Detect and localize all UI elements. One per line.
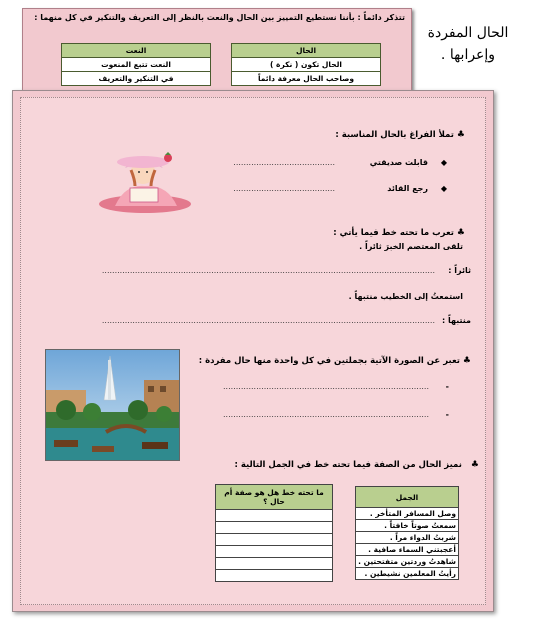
q2-answer-2[interactable]: ...................................................................................................................................	[101, 316, 435, 325]
hal-line-2: وصاحب الحال معرفة دائماً	[232, 72, 381, 86]
answer-cell[interactable]	[216, 522, 333, 534]
hal-table	[231, 43, 381, 86]
q3-answer-2[interactable]: .................................................................................	[223, 410, 429, 419]
answers-table	[215, 484, 333, 582]
q1-answer-2[interactable]: ........................................	[233, 184, 335, 193]
q3-dash-2: -	[445, 410, 449, 419]
worksheet-inner	[20, 97, 486, 605]
q2-sentence-2: استمعتُ إلى الخطيب منتبهاً .	[348, 292, 463, 301]
answer-cell[interactable]	[216, 546, 333, 558]
answer-cell[interactable]	[216, 510, 333, 522]
answer-cell[interactable]	[216, 558, 333, 570]
q2-prompt: ♣ تعرب ما تحته خط فيما يأتي :	[333, 228, 465, 238]
page-title	[418, 22, 518, 66]
answers-header: ما تحته خط هل هو صفة أم حال ؟	[216, 485, 333, 510]
hal-line-1: الحال تكون ( نكرة )	[232, 58, 381, 72]
naat-header: النعت	[62, 44, 211, 58]
answer-cell[interactable]	[216, 534, 333, 546]
naat-line-2: في التنكير والتعريف	[62, 72, 211, 86]
q3-answer-1[interactable]: .................................................................................	[223, 382, 429, 391]
worksheet	[12, 90, 494, 612]
reminder-box	[22, 8, 412, 98]
burj-al-arab-photo	[45, 349, 180, 461]
sentence-row: رأيتُ المعلمين نشيطين .	[356, 568, 459, 580]
club-icon: ♣	[456, 228, 465, 238]
title-line-1: الحال المفردة	[427, 25, 509, 41]
sentence-row: أعجبتني السماء صافية .	[356, 544, 459, 556]
reminder-text: تتذكر دائماً : بأننا نستطيع التمييز بين الحال والنعت بالنظر إلى التعريف والتنكير في كل منهما :	[34, 13, 405, 22]
club-icon: ♣	[456, 130, 465, 140]
q1-item-1: ◆ قابلت صديقتي	[369, 158, 447, 167]
sentence-row: وصل المسافر المتأخر .	[356, 508, 459, 520]
q4-prompt: ♣ نميز الحال من الصفة فيما تحته خط في الجمل التالية :	[234, 460, 479, 470]
club-icon: ♣	[470, 460, 479, 470]
q3-dash-1: -	[445, 382, 449, 391]
sentence-row: سمعتُ صوتاً خافتاً .	[356, 520, 459, 532]
diamond-icon: ◆	[440, 184, 447, 193]
sentences-header: الجمل	[356, 487, 459, 508]
q1-item-2: ◆ رجع القائد	[387, 184, 447, 193]
naat-line-1: النعت تتبع المنعوت	[62, 58, 211, 72]
q2-label-1: ثائراً :	[448, 266, 471, 275]
diamond-icon: ◆	[440, 158, 447, 167]
q2-sentence-1: تلقى المعتصم الخبرَ ثائراً .	[359, 242, 463, 251]
q1-answer-1[interactable]: ........................................	[233, 158, 335, 167]
title-line-2: وإعرابها .	[440, 47, 496, 63]
strawberry-girl-illustration	[85, 146, 205, 214]
answer-cell[interactable]	[216, 570, 333, 582]
q2-label-2: منتبهاً :	[441, 316, 471, 325]
q3-prompt: ♣ تعبر عن الصورة الآتية بجملتين في كل واحدة منها حال مفردة :	[198, 356, 471, 366]
sentences-table	[355, 486, 459, 580]
hal-header: الحال	[232, 44, 381, 58]
sentence-row: شربتُ الدواء مراً .	[356, 532, 459, 544]
sentence-row: شاهدتُ وردتين متفتحتين .	[356, 556, 459, 568]
naat-table	[61, 43, 211, 86]
q1-prompt: ♣ تملأ الفراغ بالحال المناسبة :	[335, 130, 465, 140]
q2-answer-1[interactable]: ...................................................................................................................................	[101, 266, 435, 275]
club-icon: ♣	[462, 356, 471, 366]
